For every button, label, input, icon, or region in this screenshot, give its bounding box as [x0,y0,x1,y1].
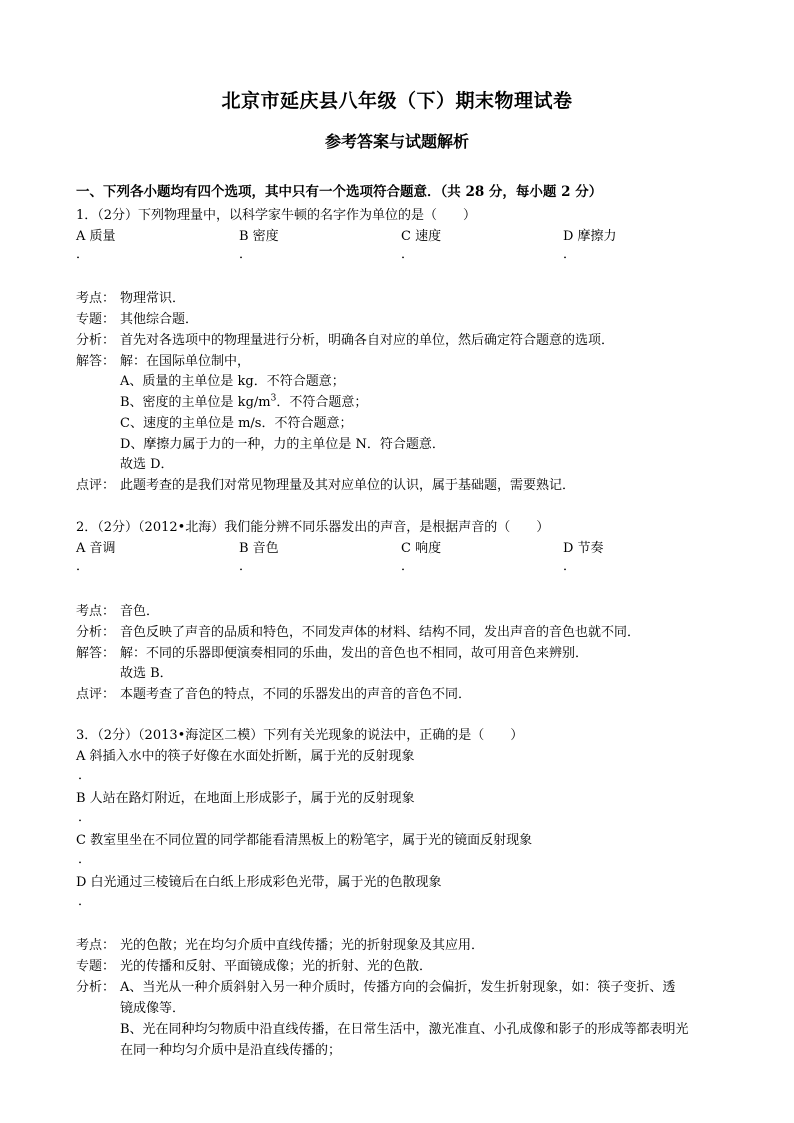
text: 本题考查了音色的特点，不同的乐器发出的声音的音色不同． [120,687,472,702]
option-dot: ． [78,852,92,867]
option-dot: ． [78,894,92,909]
q1-answer: 故选 D． [120,457,174,472]
text: 首先对各选项中的物理量进行分析，明确各自对应的单位，然后确定符合题意的选项． [120,333,615,348]
page-subtitle: 参考答案与试题解析 [324,132,469,151]
q3-fenxi-a-cont: 镜成像等． [120,1001,186,1016]
text: 光的传播和反射、平面镜成像；光的折射、光的色散． [120,959,433,974]
q1-jieda [76,350,250,369]
q3-fenxi-b: B、光在同种均匀物质中沿直线传播，在日常生活中，激光准直、小孔成像和影子的形成等都表明光 [120,1022,689,1037]
question-3-stem: 3．（2分）（2013•海淀区二模）下列有关光现象的说法中，正确的是（ ） [76,728,524,743]
option-b: B 音色 [239,541,279,556]
question-1-stem: 1．（2分）下列物理量中，以科学家牛顿的名字作为单位的是（ ） [76,208,477,223]
text: 物理常识． [120,291,186,306]
label: 分析： [76,980,116,995]
text: 音色． [120,604,160,619]
superscript: 3 [270,393,277,404]
q2-dianping [76,683,471,702]
option-c: C 速度 [401,229,442,244]
option-dot: ． [78,810,92,825]
option-a: A 质量 [76,229,116,244]
q3-fenxi-b-cont: 在同一种均匀介质中是沿直线传播的； [120,1043,342,1058]
q2-kaodian [76,600,159,619]
q1-dianping [76,474,575,493]
text: 此题考查的是我们对常见物理量及其对应单位的认识，属于基础题，需要熟记． [120,478,576,493]
label: 分析： [76,625,116,640]
page-title: 北京市延庆县八年级（下）期末物理试卷 [221,90,573,112]
q3-fenxi [76,976,675,995]
text: ．不符合题意； [276,395,368,410]
label: 考点： [76,604,116,619]
q2-jieda [76,642,588,661]
option-dot: ． [401,247,415,262]
option-dot: ． [563,559,577,574]
option-dot: ． [563,247,577,262]
label: 考点： [76,938,116,953]
option-b: B 密度 [239,229,279,244]
q1-jieda-a: A、质量的主单位是 kg．不符合题意； [120,374,345,389]
label: 点评： [76,687,116,702]
option-c: C 响度 [401,541,442,556]
text: B、密度的主单位是 kg/m [120,395,271,410]
section-heading: 一、下列各小题均有四个选项，其中只有一个选项符合题意．（共 28 分，每小题 2 分） [76,184,603,200]
label: 专题： [76,959,116,974]
q1-jieda-c: C、速度的主单位是 m/s．不符合题意； [120,416,353,431]
option-dot: ． [401,559,415,574]
text: 音色反映了声音的品质和特色，不同发声体的材料、结构不同，发出声音的音色也就不同． [120,625,641,640]
option-d: D 节奏 [563,541,604,556]
text: 其他综合题． [120,312,199,327]
option-b: B 人站在路灯附近，在地面上形成影子，属于光的反射现象 [76,791,415,806]
label: 解答： [76,354,116,369]
text: 光的色散；光在均匀介质中直线传播；光的折射现象及其应用． [120,938,485,953]
text: 解：不同的乐器即便演奏相同的乐曲，发出的音色也不相同，故可用音色来辨别． [120,646,589,661]
option-dot: ． [76,559,90,574]
q2-answer: 故选 B． [120,666,173,681]
option-dot: ． [239,559,253,574]
q1-zhuanti [76,308,198,327]
label: 专题： [76,312,116,327]
q1-kaodian [76,287,185,306]
option-a: A 音调 [76,541,116,556]
label: 考点： [76,291,116,306]
q3-zhuanti [76,955,432,974]
q2-fenxi [76,621,640,640]
q1-fenxi [76,329,614,348]
question-2-stem: 2．（2分）（2012•北海）我们能分辨不同乐器发出的声音，是根据声音的（ ） [76,520,550,535]
option-a: A 斜插入水中的筷子好像在水面处折断，属于光的反射现象 [76,749,415,764]
option-c: C 教室里坐在不同位置的同学都能看清黑板上的粉笔字，属于光的镜面反射现象 [76,833,533,848]
q1-jieda-b [120,391,367,410]
option-d: D 白光通过三棱镜后在白纸上形成彩色光带，属于光的色散现象 [76,875,442,890]
label: 点评： [76,478,116,493]
option-d: D 摩擦力 [563,229,617,244]
q1-jieda-d: D、摩擦力属于力的一种，力的主单位是 N．符合题意． [120,437,445,452]
label: 分析： [76,333,116,348]
text: A、当光从一种介质斜射入另一种介质时，传播方向的会偏折，发生折射现象，如：筷子变折、透 [120,980,676,995]
label: 解答： [76,646,116,661]
q3-kaodian [76,934,484,953]
option-dot: ． [239,247,253,262]
text: 解：在国际单位制中， [120,354,251,369]
option-dot: ． [78,768,92,783]
option-dot: ． [76,247,90,262]
